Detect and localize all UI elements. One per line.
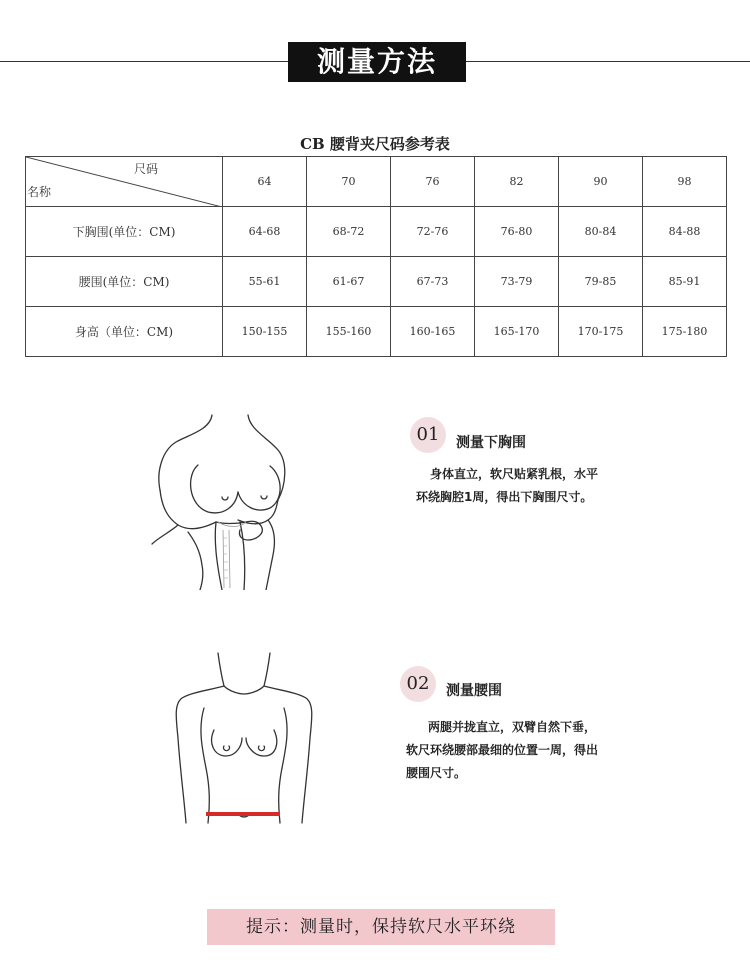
step-2-line: 腰围尺寸。 <box>406 766 467 780</box>
row-label: 下胸围(单位：CM) <box>26 207 223 257</box>
table-row-height <box>26 307 727 357</box>
table-cell: 79-85 <box>559 257 643 307</box>
table-cell: 67-73 <box>391 257 475 307</box>
table-cell: 155-160 <box>307 307 391 357</box>
corner-name-label: 名称 <box>27 185 52 199</box>
waist-measure-illustration <box>170 648 320 858</box>
step-1-title: 测量下胸围 <box>456 435 526 451</box>
size-header: 76 <box>391 157 475 207</box>
tip-banner: 提示：测量时，保持软尺水平环绕 <box>207 909 555 945</box>
table-cell: 85-91 <box>643 257 727 307</box>
table-cell: 175-180 <box>643 307 727 357</box>
table-cell: 73-79 <box>475 257 559 307</box>
step-2-badge: 02 <box>400 666 436 702</box>
table-cell: 68-72 <box>307 207 391 257</box>
table-cell: 150-155 <box>223 307 307 357</box>
table-cell: 160-165 <box>391 307 475 357</box>
underbust-measure-illustration <box>128 410 308 590</box>
step-1-badge: 01 <box>410 417 446 453</box>
size-header: 70 <box>307 157 391 207</box>
table-row-waist <box>26 257 727 307</box>
table-cell: 80-84 <box>559 207 643 257</box>
row-label: 身高（单位：CM) <box>26 307 223 357</box>
table-cell: 72-76 <box>391 207 475 257</box>
table-cell: 76-80 <box>475 207 559 257</box>
step-2-body <box>406 716 706 785</box>
step-1-line: 身体直立，软尺贴紧乳根，水平 <box>430 467 599 481</box>
step-2-line: 两腿并拢直立，双臂自然下垂， <box>428 720 597 734</box>
corner-size-label: 尺码 <box>133 162 158 176</box>
step-2-title: 测量腰围 <box>446 683 502 699</box>
size-table <box>25 156 727 357</box>
page-title: 测量方法 <box>288 42 466 82</box>
table-row-underbust <box>26 207 727 257</box>
table-cell: 165-170 <box>475 307 559 357</box>
row-label: 腰围(单位：CM) <box>26 257 223 307</box>
step-2-line: 软尺环绕腰部最细的位置一周，得出 <box>406 743 599 757</box>
step-1-line: 环绕胸腔1周，得出下胸围尺寸。 <box>416 490 593 504</box>
table-cell: 55-61 <box>223 257 307 307</box>
table-title: CB 腰背夹尺码参考表 <box>300 135 450 153</box>
table-header-row <box>26 157 727 207</box>
size-header: 90 <box>559 157 643 207</box>
corner-diagonal <box>26 157 222 207</box>
table-cell: 170-175 <box>559 307 643 357</box>
size-header: 64 <box>223 157 307 207</box>
size-header: 82 <box>475 157 559 207</box>
size-header: 98 <box>643 157 727 207</box>
table-cell: 61-67 <box>307 257 391 307</box>
table-corner-cell <box>26 157 223 207</box>
table-cell: 84-88 <box>643 207 727 257</box>
table-cell: 64-68 <box>223 207 307 257</box>
waist-tape <box>206 812 280 816</box>
step-1-body <box>416 463 706 509</box>
